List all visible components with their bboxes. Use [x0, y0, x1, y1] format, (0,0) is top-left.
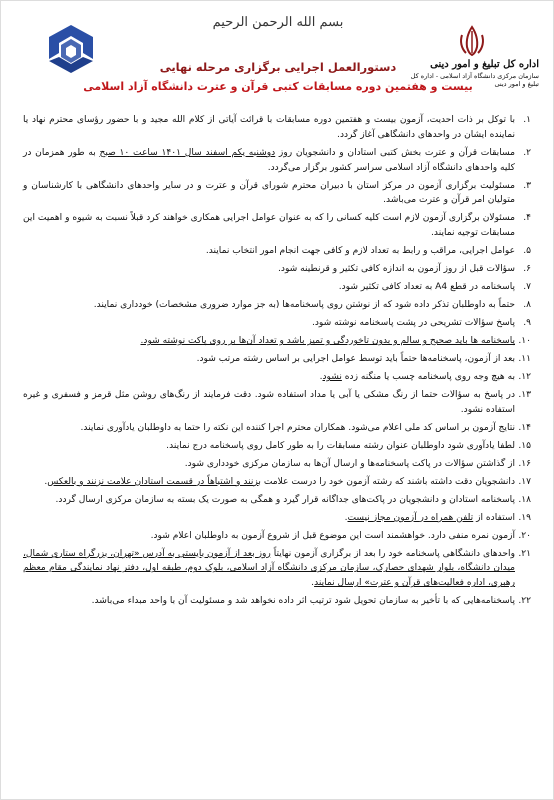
instruction-text — [23, 280, 515, 295]
underlined-text: پاسخنامه ها باید صحیح و سالم و بدون تاخوردگی و تمیز باشد و تعداد آن‌ها بر روی پاکت نوشته شود. — [140, 336, 515, 347]
instruction-text-part: پاسخنامه‌هایی که با تأخیر به سازمان تحویل شود ترتیب اثر داده نخواهد شد و مسئولیت آن با واحد مبداء می‌باشد. — [91, 596, 515, 607]
instruction-text-part: در پاسخ به سؤالات حتما از رنگ مشکی یا آبی یا مداد استفاده شود. دقت فرمایند از رنگ‌های روشن مثل قرمز و فسفری و غیره استفاده نشود. — [23, 390, 515, 415]
instruction-item — [23, 439, 531, 454]
instruction-number: ۸. — [523, 300, 531, 311]
instruction-number: ۲۰. — [518, 530, 531, 541]
instruction-item — [23, 547, 531, 591]
instruction-number: ۱۱. — [518, 354, 531, 365]
instruction-item — [23, 457, 531, 472]
instruction-text-part: نتایج آزمون بر اساس کد ملی اعلام می‌شود. همکاران محترم اجرا کننده این نکته را حتما به داوطلبان یادآوری نمایند. — [80, 422, 515, 433]
document-title: دستورالعمل اجرایی برگزاری مرحله نهایی — [159, 60, 397, 74]
underlined-text: دوشنبه یکم اسفند سال ۱۴۰۱ ساعت ۱۰ صبح — [99, 147, 276, 158]
instruction-number: ۱۵. — [518, 440, 531, 451]
instruction-text — [23, 511, 515, 526]
instruction-text — [23, 211, 515, 241]
instruction-item — [23, 334, 531, 349]
instruction-item — [23, 280, 531, 295]
instruction-number: ۴. — [523, 213, 531, 224]
instruction-text-part: پاسخنامه در قطع A4 به تعداد کافی تکثیر شود. — [338, 282, 515, 293]
instruction-text — [23, 547, 515, 591]
underlined-text: نشود — [322, 372, 342, 383]
instruction-number: ۱. — [523, 115, 531, 125]
instruction-text-part: مسئولیت برگزاری آزمون در مرکز استان با دبیران محترم شورای قرآن و عترت و در سایر واحدهای دانشگاهی با کارشناسان و متولیان امر قرآن و عترت می‌باشد. — [23, 180, 515, 206]
underlined-text: روز بعد از آزمون بایستی به آدرس «تهران، بزرگراه ستاری شمال، میدان دانشگاه، بلوار شهدای حصارک، سازمان مرکزی دانشگاه آزاد اسلامی، بلوک دوم، طبقه اول، دفتر نهاد نمایندگی مقام معظم رهبری، اداره فعالیت‌های قرآن و عترت» ارسال نمایند — [23, 548, 515, 589]
underlined-text: بزنند و اشتباهاً در قسمت استادان علامت نزنند و بالعکس — [47, 476, 261, 487]
instruction-text-part: استفاده از — [473, 512, 515, 523]
instruction-number: ۲۱. — [518, 548, 531, 559]
instruction-number: ۱۸. — [518, 494, 531, 505]
instruction-item — [23, 529, 531, 544]
instruction-text-part: به هیچ وجه روی پاسخنامه چسب یا منگنه زده — [341, 372, 515, 383]
instruction-text-part: مسابقات قرآن و عترت بخش کتبی استادان و دانشجویان روز — [275, 147, 515, 158]
instruction-text-part: بعد از آزمون، پاسخنامه‌ها حتماً باید توسط عوامل اجرایی بر اساس رشته مرتب شود. — [196, 354, 515, 365]
instruction-item — [23, 211, 531, 241]
instruction-number: ۲۲. — [518, 596, 531, 607]
instruction-item — [23, 298, 531, 313]
instruction-text — [23, 457, 515, 472]
instruction-text-part: . — [311, 578, 315, 589]
instruction-number: ۲. — [523, 147, 531, 158]
instruction-item — [23, 475, 531, 490]
instruction-number: ۷. — [523, 282, 531, 293]
instruction-number: ۵. — [523, 246, 531, 257]
instruction-item — [23, 493, 531, 508]
instruction-item — [23, 388, 531, 418]
instruction-text — [23, 179, 515, 209]
instruction-item — [23, 146, 531, 176]
iran-emblem-icon — [457, 25, 487, 57]
instruction-text — [23, 244, 515, 259]
instruction-text — [23, 493, 515, 508]
instruction-text-part: واحدهای دانشگاهی پاسخنامه خود را بعد از برگزاری آزمون نهایتاً — [270, 548, 515, 559]
org-name-line1: اداره کل تبلیغ و امور دینی — [430, 59, 539, 70]
instruction-text-part: پاسخ سؤالات تشریحی در پشت پاسخنامه نوشته شود. — [311, 318, 515, 329]
instruction-text — [23, 334, 515, 349]
instruction-number: ۳. — [523, 180, 531, 191]
instruction-number: ۱۶. — [518, 458, 531, 469]
instruction-text — [23, 113, 515, 143]
instruction-item — [23, 594, 531, 609]
instruction-text-part: . — [344, 512, 348, 523]
instruction-text — [23, 298, 515, 313]
instruction-text — [23, 475, 515, 490]
instruction-item — [23, 113, 531, 143]
instruction-item — [23, 370, 531, 385]
instruction-text-part: با توکل بر ذات احدیت، آزمون بیست و هفتمین دوره مسابقات با قرائت آیاتی از کلام الله مجید و با حضور رؤسای محترم نهاد یا نماینده ایشان در واحدهای دانشگاهی آغاز گردد. — [23, 115, 515, 140]
instruction-item — [23, 421, 531, 436]
instruction-item — [23, 179, 531, 209]
instruction-text-part: آزمون نمره منفی دارد. خواهشمند است این موضوع قبل از شروع آزمون به داوطلبان اعلام شود. — [150, 530, 515, 541]
instruction-text — [23, 421, 515, 436]
instruction-item — [23, 316, 531, 331]
basmala-calligraphy: بسم الله الرحمن الرحيم — [212, 15, 344, 30]
instruction-text — [23, 370, 515, 385]
letterhead — [1, 1, 554, 111]
instruction-number: ۱۲. — [518, 372, 531, 383]
instruction-text — [23, 388, 515, 418]
instruction-text — [23, 439, 515, 454]
instruction-number: ۱۳. — [518, 390, 531, 400]
instruction-number: ۱۰. — [518, 336, 531, 347]
instruction-text-part: لطفا یادآوری شود داوطلبان عنوان رشته مسابقات را به طور کامل روی پاسخنامه درج نمایند. — [166, 440, 515, 451]
instruction-text — [23, 146, 515, 176]
instruction-text-part: پاسخنامه استادان و دانشجویان در پاکت‌های جداگانه قرار گیرد و همگی به صورت یک بسته به سازمان مرکزی ارسال گردد. — [55, 494, 515, 505]
instruction-text-part: . — [44, 476, 48, 487]
instruction-text-part: حتماً به داوطلبان تذکر داده شود که از نوشتن روی پاسخنامه‌ها (به جز موارد ضروری مشخصات) خودداری نمایند. — [93, 300, 515, 311]
instruction-number: ۱۹. — [518, 512, 531, 523]
instruction-item — [23, 244, 531, 259]
instruction-text — [23, 352, 515, 367]
instruction-text — [23, 594, 515, 609]
instruction-text-part: . — [319, 372, 323, 383]
instruction-item — [23, 262, 531, 277]
instruction-text — [23, 316, 515, 331]
instruction-number: ۹. — [523, 318, 531, 329]
instruction-text — [23, 529, 515, 544]
instruction-text-part: به طور همزمان در کلیه واحدهای دانشگاه آزاد اسلامی سراسر کشور برگزار می‌گردد. — [23, 147, 515, 173]
instruction-text-part: مسئولان برگزاری آزمون لازم است کلیه کسانی را که به عنوان عوامل اجرایی همکاری خواهند کرد قبلاً نسبت به شیوه و اهمیت این مسابقات توجیه نمایند. — [23, 213, 515, 239]
instruction-number: ۱۷. — [518, 476, 531, 487]
instruction-text-part: از گذاشتن سؤالات در پاکت پاسخنامه‌ها و ارسال آن‌ها به سازمان مرکزی خودداری شود. — [184, 458, 515, 469]
instruction-list — [23, 113, 531, 791]
document-subtitle: بیست و هفتمین دوره مسابقات کتبی قرآن و عترت دانشگاه آزاد اسلامی — [83, 80, 473, 93]
underlined-text: تلفن همراه در آزمون مجاز نیست — [347, 512, 474, 523]
instruction-text-part: عوامل اجرایی، مراقب و رابط به تعداد لازم و کافی جهت انجام امور انتخاب نمایند. — [205, 246, 515, 257]
instruction-number: ۶. — [523, 264, 531, 275]
instruction-item — [23, 511, 531, 526]
instruction-text-part: سؤالات قبل از روز آزمون به اندازه کافی تکثیر و قرنطینه شود. — [278, 264, 515, 275]
org-name-line2: سازمان مرکزی دانشگاه آزاد اسلامی - اداره کل تبلیغ و امور دینی — [410, 72, 539, 88]
instruction-number: ۱۴. — [518, 422, 531, 433]
instruction-text — [23, 262, 515, 277]
instruction-item — [23, 352, 531, 367]
instruction-text-part: دانشجویان دقت داشته باشند که رشته آزمون خود را درست علامت — [260, 476, 515, 487]
